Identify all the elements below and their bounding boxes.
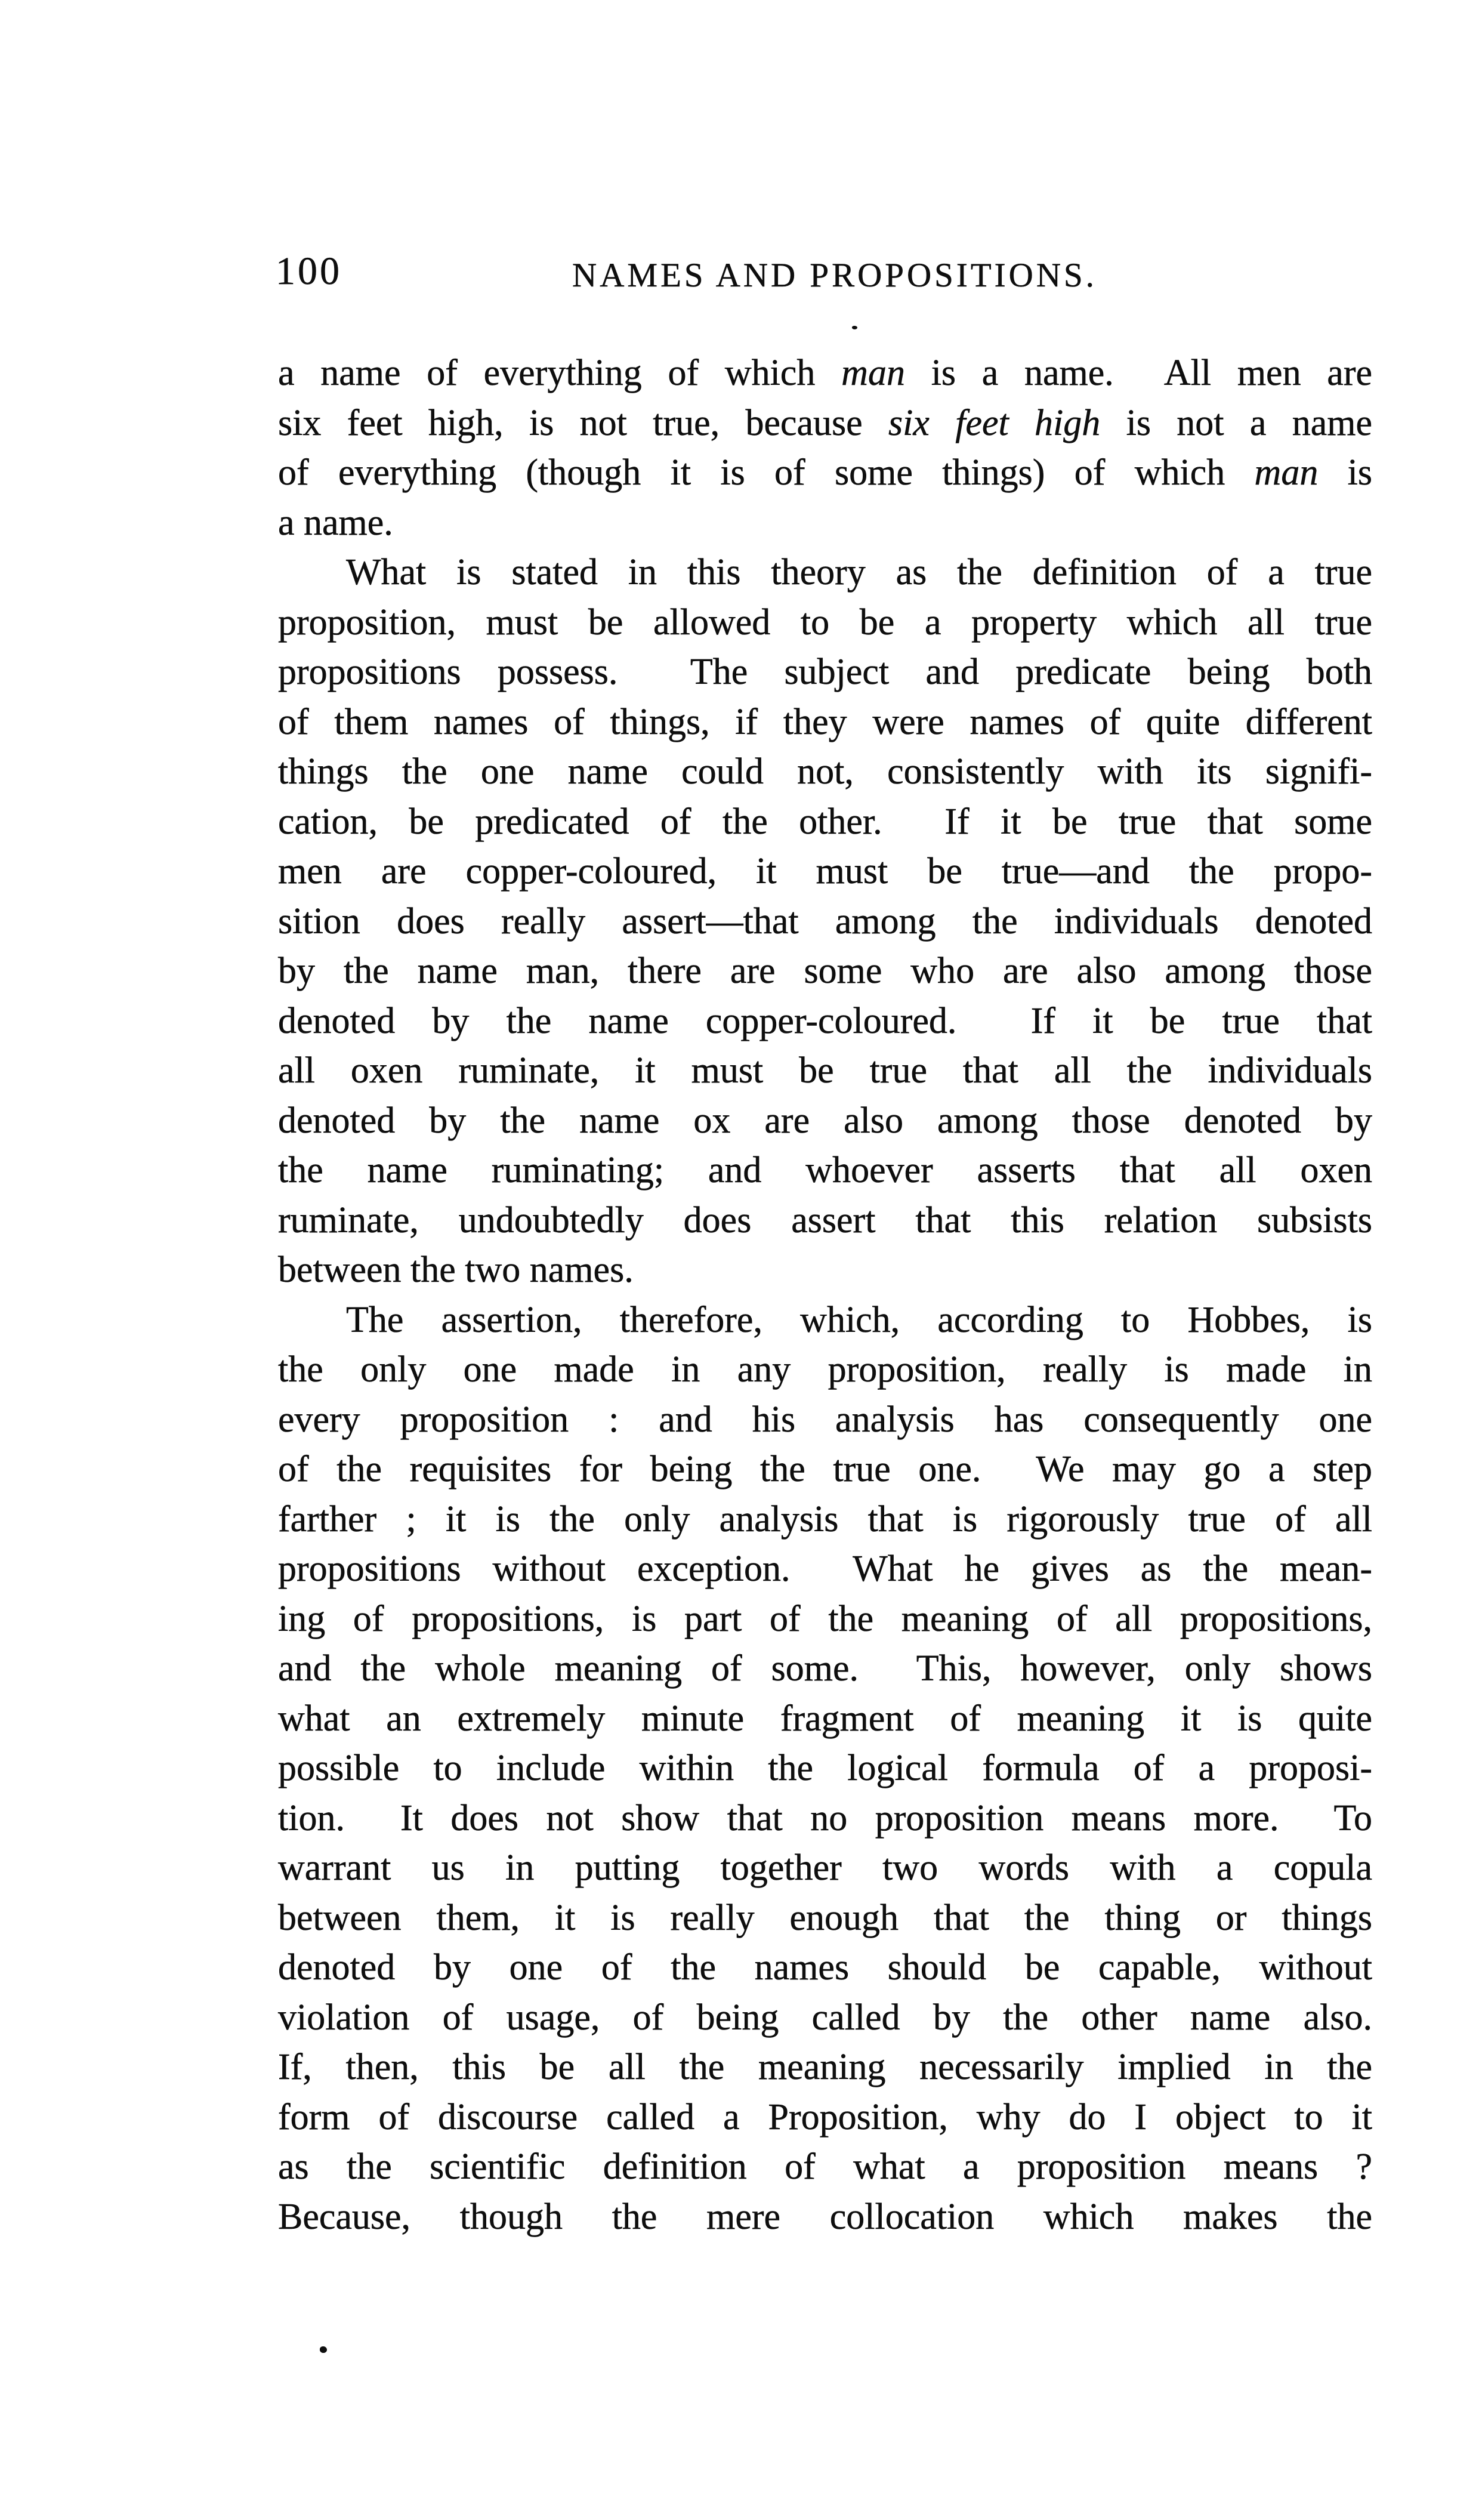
- text-segment: propositions possess. The subject and predicate being both: [278, 652, 1372, 692]
- text-segment: six feet high, is not true, because: [278, 402, 889, 443]
- paragraph: [278, 348, 1372, 548]
- text-segment: a name.: [278, 502, 393, 543]
- text-line: [278, 897, 1372, 947]
- italic-text-segment: man: [841, 353, 905, 393]
- text-line: [278, 1694, 1372, 1744]
- text-line: [278, 1296, 1372, 1346]
- text-segment: denoted by the name copper-coloured. If it be true that: [278, 1000, 1372, 1041]
- text-line: [278, 1495, 1372, 1545]
- text-line: [278, 747, 1372, 797]
- text-segment: What is stated in this theory as the definition of a true: [346, 552, 1372, 593]
- ink-speck: [320, 2346, 327, 2353]
- text-segment: between the two names.: [278, 1250, 634, 1290]
- text-segment: by the name man, there are some who are also among those: [278, 951, 1372, 991]
- text-line: [278, 2142, 1372, 2192]
- text-segment: all oxen ruminate, it must be true that all the individuals: [278, 1050, 1372, 1091]
- text-segment: ing of propositions, is part of the meaning of all propositions,: [278, 1598, 1372, 1639]
- text-segment: the name ruminating; and whoever asserts that all oxen: [278, 1150, 1372, 1190]
- text-line: [278, 2093, 1372, 2143]
- text-segment: is a name. All men are: [904, 353, 1372, 393]
- text-line: [278, 1594, 1372, 1645]
- ink-speck: [852, 326, 857, 329]
- text-line: [278, 598, 1372, 648]
- text-line: [278, 1046, 1372, 1096]
- text-segment: the only one made in any proposition, really is made in: [278, 1349, 1372, 1390]
- text-line: [278, 647, 1372, 698]
- text-line: [278, 1544, 1372, 1594]
- text-line: [278, 2043, 1372, 2093]
- text-segment: ruminate, undoubtedly does assert that this relation subsists: [278, 1199, 1372, 1241]
- text-line: [278, 946, 1372, 997]
- text-line: [278, 1146, 1372, 1196]
- text-line: [278, 2192, 1372, 2243]
- text-segment: If, then, this be all the meaning necessarily implied in the: [278, 2047, 1372, 2087]
- text-line: [278, 1196, 1372, 1246]
- text-segment: The assertion, therefore, which, according to Hobbes, is: [346, 1299, 1372, 1340]
- text-line: [278, 1644, 1372, 1694]
- paragraph: [278, 1296, 1372, 2243]
- text-line: [278, 1096, 1372, 1146]
- text-line: [278, 797, 1372, 847]
- text-segment: is not a name: [1100, 402, 1372, 443]
- text-segment: of the requisites for being the true one. We may go a step: [278, 1449, 1372, 1489]
- text-line: [278, 348, 1372, 399]
- text-segment: things the one name could not, consistently with its signifi-: [278, 751, 1372, 792]
- text-line: [278, 399, 1372, 449]
- text-line: [278, 1993, 1372, 2043]
- text-line: [278, 1445, 1372, 1495]
- text-segment: warrant us in putting together two words with a copula: [278, 1847, 1372, 1888]
- text-segment: is: [1318, 452, 1372, 493]
- italic-text-segment: six feet high: [888, 402, 1101, 443]
- text-line: [278, 1843, 1372, 1893]
- text-line: [278, 1395, 1372, 1445]
- text-segment: what an extremely minute fragment of meaning it is quite: [278, 1698, 1372, 1739]
- text-line: [278, 1893, 1372, 1944]
- text-segment: form of discourse called a Proposition, why do I object to it: [278, 2096, 1372, 2137]
- text-line: [278, 1943, 1372, 1993]
- text-segment: tion. It does not show that no proposition means more. To: [278, 1797, 1372, 1839]
- italic-text-segment: man: [1254, 452, 1319, 493]
- running-head: NAMES AND PROPOSITIONS.: [572, 257, 1097, 294]
- text-segment: a name of everything of which: [278, 353, 842, 393]
- text-segment: denoted by the name ox are also among those denoted by: [278, 1100, 1372, 1141]
- text-line: [278, 698, 1372, 748]
- page-number: 100: [276, 249, 342, 293]
- text-line: [278, 1345, 1372, 1395]
- text-line: [278, 997, 1372, 1047]
- text-segment: proposition, must be allowed to be a property which all true: [278, 602, 1372, 643]
- text-line: [278, 1744, 1372, 1794]
- text-segment: and the whole meaning of some. This, however, only shows: [278, 1648, 1372, 1689]
- text-segment: between them, it is really enough that the thing or things: [278, 1897, 1372, 1938]
- text-segment: as the scientific definition of what a proposition means ?: [278, 2146, 1372, 2187]
- text-segment: men are copper-coloured, it must be true—and the propo-: [278, 851, 1372, 892]
- text-segment: propositions without exception. What he gives as the mean-: [278, 1549, 1372, 1589]
- text-line: [278, 498, 1372, 548]
- text-segment: possible to include within the logical formula of a proposi-: [278, 1748, 1372, 1788]
- text-segment: farther ; it is the only analysis that is rigorously true of all: [278, 1498, 1372, 1540]
- text-line: [278, 448, 1372, 498]
- text-segment: sition does really assert—that among the individuals denoted: [278, 900, 1372, 942]
- text-line: [278, 1245, 1372, 1296]
- text-line: [278, 847, 1372, 897]
- text-line: [278, 548, 1372, 598]
- text-segment: violation of usage, of being called by the other name also.: [278, 1997, 1372, 2038]
- text-segment: every proposition : and his analysis has consequently one: [278, 1399, 1372, 1440]
- text-segment: of them names of things, if they were names of quite different: [278, 701, 1372, 742]
- text-segment: denoted by one of the names should be capable, without: [278, 1947, 1372, 1988]
- text-line: [278, 1794, 1372, 1844]
- text-segment: of everything (though it is of some things) of which: [278, 452, 1255, 493]
- text-block: [278, 348, 1372, 2242]
- text-segment: cation, be predicated of the other. If it be true that some: [278, 801, 1372, 842]
- paragraph: [278, 548, 1372, 1296]
- text-segment: Because, though the mere collocation which makes the: [278, 2196, 1372, 2237]
